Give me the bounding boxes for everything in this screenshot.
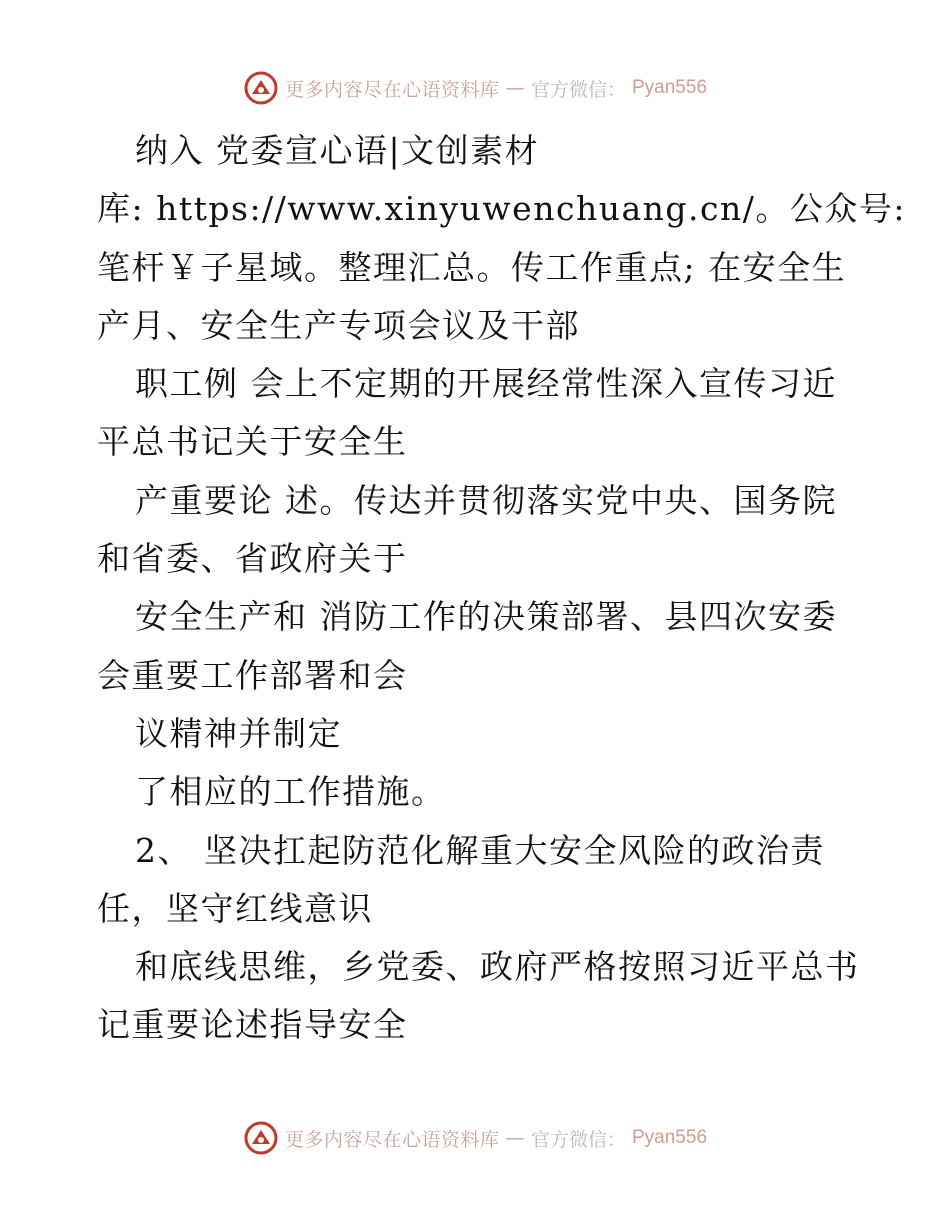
logo-seal-icon	[243, 70, 279, 106]
document-body	[97, 122, 906, 1055]
text-line: 笔杆￥子星域。整理汇总。传工作重点; 在安全生	[97, 247, 847, 287]
text-line: 会重要工作部署和会	[97, 655, 408, 695]
text-line: 和底线思维，乡党委、政府严格按照习近平总书	[135, 947, 860, 987]
text-line: 2、 坚决扛起防范化解重大安全风险的政治责	[135, 830, 825, 870]
watermark-text: 更多内容尽在心语资料库	[284, 1128, 500, 1151]
text-line: 任，坚守红线意识	[97, 888, 373, 928]
text-line: 安全生产和 消防工作的决策部署、县四次安委	[135, 597, 837, 637]
text-line: 纳入 党委宣心语|文创素材	[135, 131, 540, 170]
watermark-wechat-label: 官方微信：	[530, 1128, 626, 1151]
text-line: 职工例 会上不定期的开展经常性深入宣传习近	[135, 364, 837, 404]
text-line: 议精神并制定	[135, 713, 342, 753]
watermark-dash: —	[505, 77, 525, 99]
footer-watermark	[0, 1120, 950, 1156]
text-line: 记重要论述指导安全	[97, 1005, 408, 1045]
text-line: 产月、安全生产专项会议及干部	[97, 305, 580, 345]
text-line: 平总书记关于安全生	[97, 422, 408, 462]
watermark-wechat-id: Pyan556	[632, 1127, 708, 1148]
logo-seal-icon	[243, 1120, 279, 1156]
watermark-dash: —	[505, 1127, 525, 1149]
text-line: 产重要论 述。传达并贯彻落实党中央、国务院	[135, 480, 837, 520]
watermark-wechat-id: Pyan556	[632, 77, 708, 98]
watermark-text: 更多内容尽在心语资料库	[284, 78, 500, 101]
header-watermark	[0, 70, 950, 106]
text-line: 和省委、省政府关于	[97, 539, 408, 579]
text-line: 了相应的工作措施。	[135, 772, 446, 812]
text-line: 库: https://www.xinyuwenchuang.cn/。公众号:	[97, 189, 906, 229]
watermark-wechat-label: 官方微信：	[530, 78, 626, 101]
